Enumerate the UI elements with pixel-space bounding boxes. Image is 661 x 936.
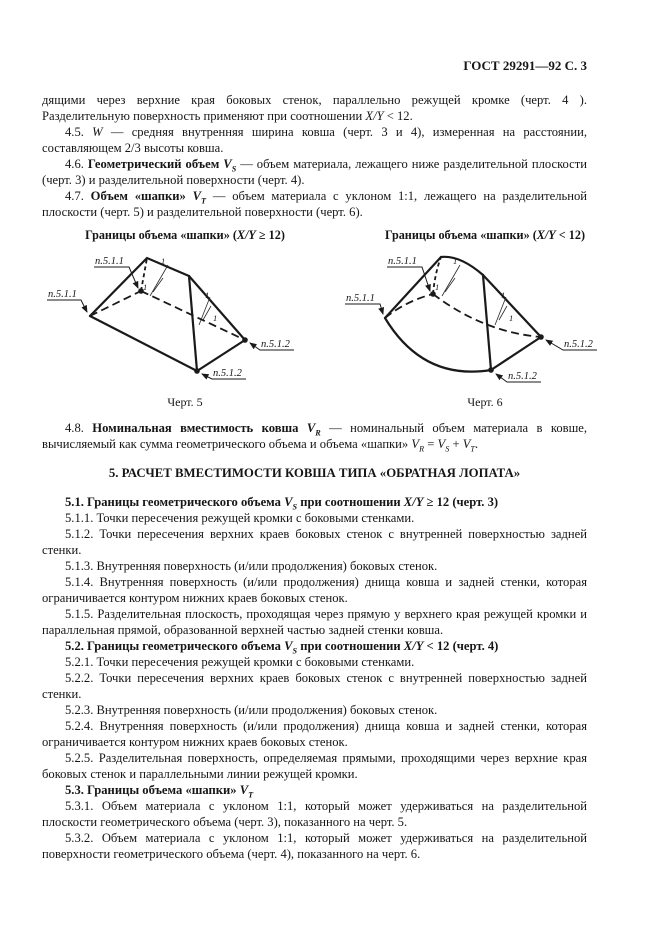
var-xy: X/Y [403, 495, 424, 509]
var-xy: X/Y [365, 109, 384, 123]
var-xy: X/Y [536, 228, 556, 242]
text-run: 5.3. Границы объема «шапки» [65, 783, 240, 797]
paragraph-5-1-4: 5.1.4. Внутренняя поверхность (и/или продолжения) днища ковша и задней стенки, которая ограничивается контуром нижних краев боковых стенок. [42, 575, 587, 605]
figure-5-caption: Черт. 5 [167, 395, 203, 409]
point-label-bottom: п.5.1.2 [213, 368, 242, 379]
paragraph-continuation [42, 92, 587, 124]
sub-t: T [470, 444, 475, 454]
text-run: < 12) [555, 228, 586, 242]
figure-6-caption: Черт. 6 [467, 395, 503, 409]
clause-number: 4.5. [65, 125, 93, 139]
paragraph-4-7 [42, 188, 587, 220]
prism-dashed-edges [385, 257, 541, 337]
text-run: = [424, 437, 438, 451]
text-run: — номинальный объем материала в ковше, вычисляемый как сумма геометрического объема и объема «шапки» [42, 421, 588, 451]
sub-r: R [315, 428, 321, 438]
slope-1-1-marks [435, 256, 513, 325]
point-label-left: п.5.1.1 [346, 293, 375, 304]
paragraph-5-3-2: 5.3.2. Объем материала с уклоном 1:1, который может удерживаться на разделительной поверхности геометрического объема (черт. 4), показанного на черт. 6. [42, 831, 587, 861]
text-run: . [474, 437, 479, 451]
page-header [42, 58, 587, 74]
paragraph-4-5 [42, 124, 587, 156]
figure-6-title [342, 228, 628, 243]
var-xy: X/Y [236, 228, 256, 242]
paragraph-5-3-1: 5.3.1. Объем материала с уклоном 1:1, который может удерживаться на разделительной плоскости геометрического объема (черт. 3), показанного на черт. 5. [42, 799, 587, 829]
var-xy: X/Y [403, 639, 424, 653]
text-run: ≥ 12) [255, 228, 285, 242]
text-run: Границы объема «шапки» ( [85, 228, 237, 242]
sub-r: R [419, 444, 425, 454]
text-run: ≥ 12 (черт. 3) [423, 495, 499, 509]
text-run: — средняя внутренняя ширина ковша (черт. 3 и 4), измеренная на расстоянии, составляющем 2/3 высоты ковша. [42, 125, 587, 155]
clause-number: 4.8. [65, 421, 93, 435]
point-label-bottom: п.5.1.2 [508, 371, 537, 382]
figure-5-title [42, 228, 328, 243]
var-v: V [437, 437, 446, 451]
paragraph-5-2-5: 5.2.5. Разделительная поверхность, определяемая прямыми, проходящими через верхние края боковых стенок и параллельными линии режущей кромки. [42, 751, 587, 781]
paragraph-5-1-2: 5.1.2. Точки пересечения верхних краев боковых стенок с внутренней поверхностью задней стенки. [42, 527, 587, 557]
var-v: V [239, 783, 249, 797]
slope-label: 1 [509, 313, 514, 323]
text-run: + [449, 437, 463, 451]
paragraph-5-1-3: 5.1.3. Внутренняя поверхность (и/или продолжения) боковых стенок. [65, 559, 438, 573]
term-bold: Номинальная вместимость ковша [92, 421, 307, 435]
clause-number: 4.7. [65, 189, 91, 203]
var-v: V [223, 157, 232, 171]
paragraph-5-2-3: 5.2.3. Внутренняя поверхность (и/или продолжения) боковых стенок. [65, 703, 438, 717]
heading-5-3 [42, 782, 587, 798]
point-callouts [47, 256, 294, 379]
slope-1-1-marks [143, 256, 217, 325]
var-v: V [284, 495, 293, 509]
figure-6-diagram [342, 248, 628, 393]
point-callouts [345, 256, 597, 382]
point-label-top: п.5.1.1 [388, 256, 417, 267]
figure-5-diagram [42, 248, 328, 393]
sub-s: S [292, 646, 298, 656]
paragraph-5-2-4: 5.2.4. Внутренняя поверхность (и/или продолжения) днища ковша и задней стенки, которая ограничивается контуром нижних краев боковых стенок. [42, 719, 587, 749]
point-label-top: п.5.1.1 [95, 256, 124, 267]
figure-6-block [342, 228, 628, 410]
text-run: при соотношении [297, 495, 404, 509]
heading-5-1 [42, 494, 587, 510]
var-v: V [306, 421, 316, 435]
text-run: — объем материала, лежащего ниже разделительной плоскости (черт. 3) и разделительной поверхности (черт. 4). [42, 157, 588, 187]
slope-label: 1 [435, 282, 440, 292]
sub-s: S [445, 444, 450, 454]
slope-label: 1 [213, 313, 218, 323]
var-v: V [411, 437, 420, 451]
prism-solid-edges [385, 257, 541, 372]
gost-page-ref: ГОСТ 29291—92 С. 3 [463, 58, 587, 73]
sub-t: T [248, 790, 254, 800]
point-label-right: п.5.1.2 [261, 339, 290, 350]
clause-number: 4.6. [65, 157, 88, 171]
sub-s: S [292, 502, 298, 512]
text-run: дящими через верхние края боковых стенок, параллельно режущей кромке (черт. 4 ). Разделительную поверхность применяют при соотношении [42, 93, 587, 123]
slope-label: 1 [205, 290, 210, 300]
paragraph-4-6 [42, 156, 587, 188]
text-run: 5.1. Границы геометрического объема [65, 495, 285, 509]
var-v: V [192, 189, 202, 203]
slope-label: 1 [161, 256, 166, 266]
paragraph-5-1-5: 5.1.5. Разделительная плоскость, проходящая через прямую у верхнего края режущей кромки и параллельная прямой, образованной верхней частью задней стенки ковша. [42, 607, 587, 637]
point-label-left: п.5.1.1 [48, 289, 77, 300]
term-bold: Объем «шапки» [90, 189, 193, 203]
sub-s: S [231, 164, 237, 174]
paragraph-5-1-1: 5.1.1. Точки пересечения режущей кромки с боковыми стенками. [65, 511, 415, 525]
paragraph-4-8 [42, 420, 587, 452]
paragraph-5-2-2: 5.2.2. Точки пересечения верхних краев боковых стенок с внутренней поверхностью задней стенки. [42, 671, 587, 701]
text-run: — объем материала с уклоном 1:1, лежащего на разделительной плоскости (черт. 5) и разделительной поверхности (черт. 6). [42, 189, 587, 219]
section-5-heading: 5. РАСЧЕТ ВМЕСТИМОСТИ КОВША ТИПА «ОБРАТНАЯ ЛОПАТА» [108, 466, 521, 480]
slope-label: 1 [453, 256, 458, 266]
text-run: Границы объема «шапки» ( [384, 228, 537, 242]
term-bold: Геометрический объем [87, 157, 224, 171]
text-run: 5.2. Границы геометрического объема [65, 639, 285, 653]
point-label-right: п.5.1.2 [564, 339, 593, 350]
text-run: при соотношении [297, 639, 404, 653]
slope-label: 1 [143, 282, 148, 292]
prism-solid-edges [90, 258, 245, 371]
var-v: V [462, 437, 471, 451]
figures-row [42, 228, 627, 410]
slope-label: 1 [501, 290, 506, 300]
figure-5-block [42, 228, 328, 410]
text-run: < 12 (черт. 4) [423, 639, 499, 653]
paragraph-5-2-1: 5.2.1. Точки пересечения режущей кромки с боковыми стенками. [65, 655, 415, 669]
var-v: V [284, 639, 293, 653]
sub-t: T [201, 196, 207, 206]
var-w: W [92, 125, 103, 139]
heading-5-2 [42, 638, 587, 654]
text-run: < 12. [383, 109, 413, 123]
